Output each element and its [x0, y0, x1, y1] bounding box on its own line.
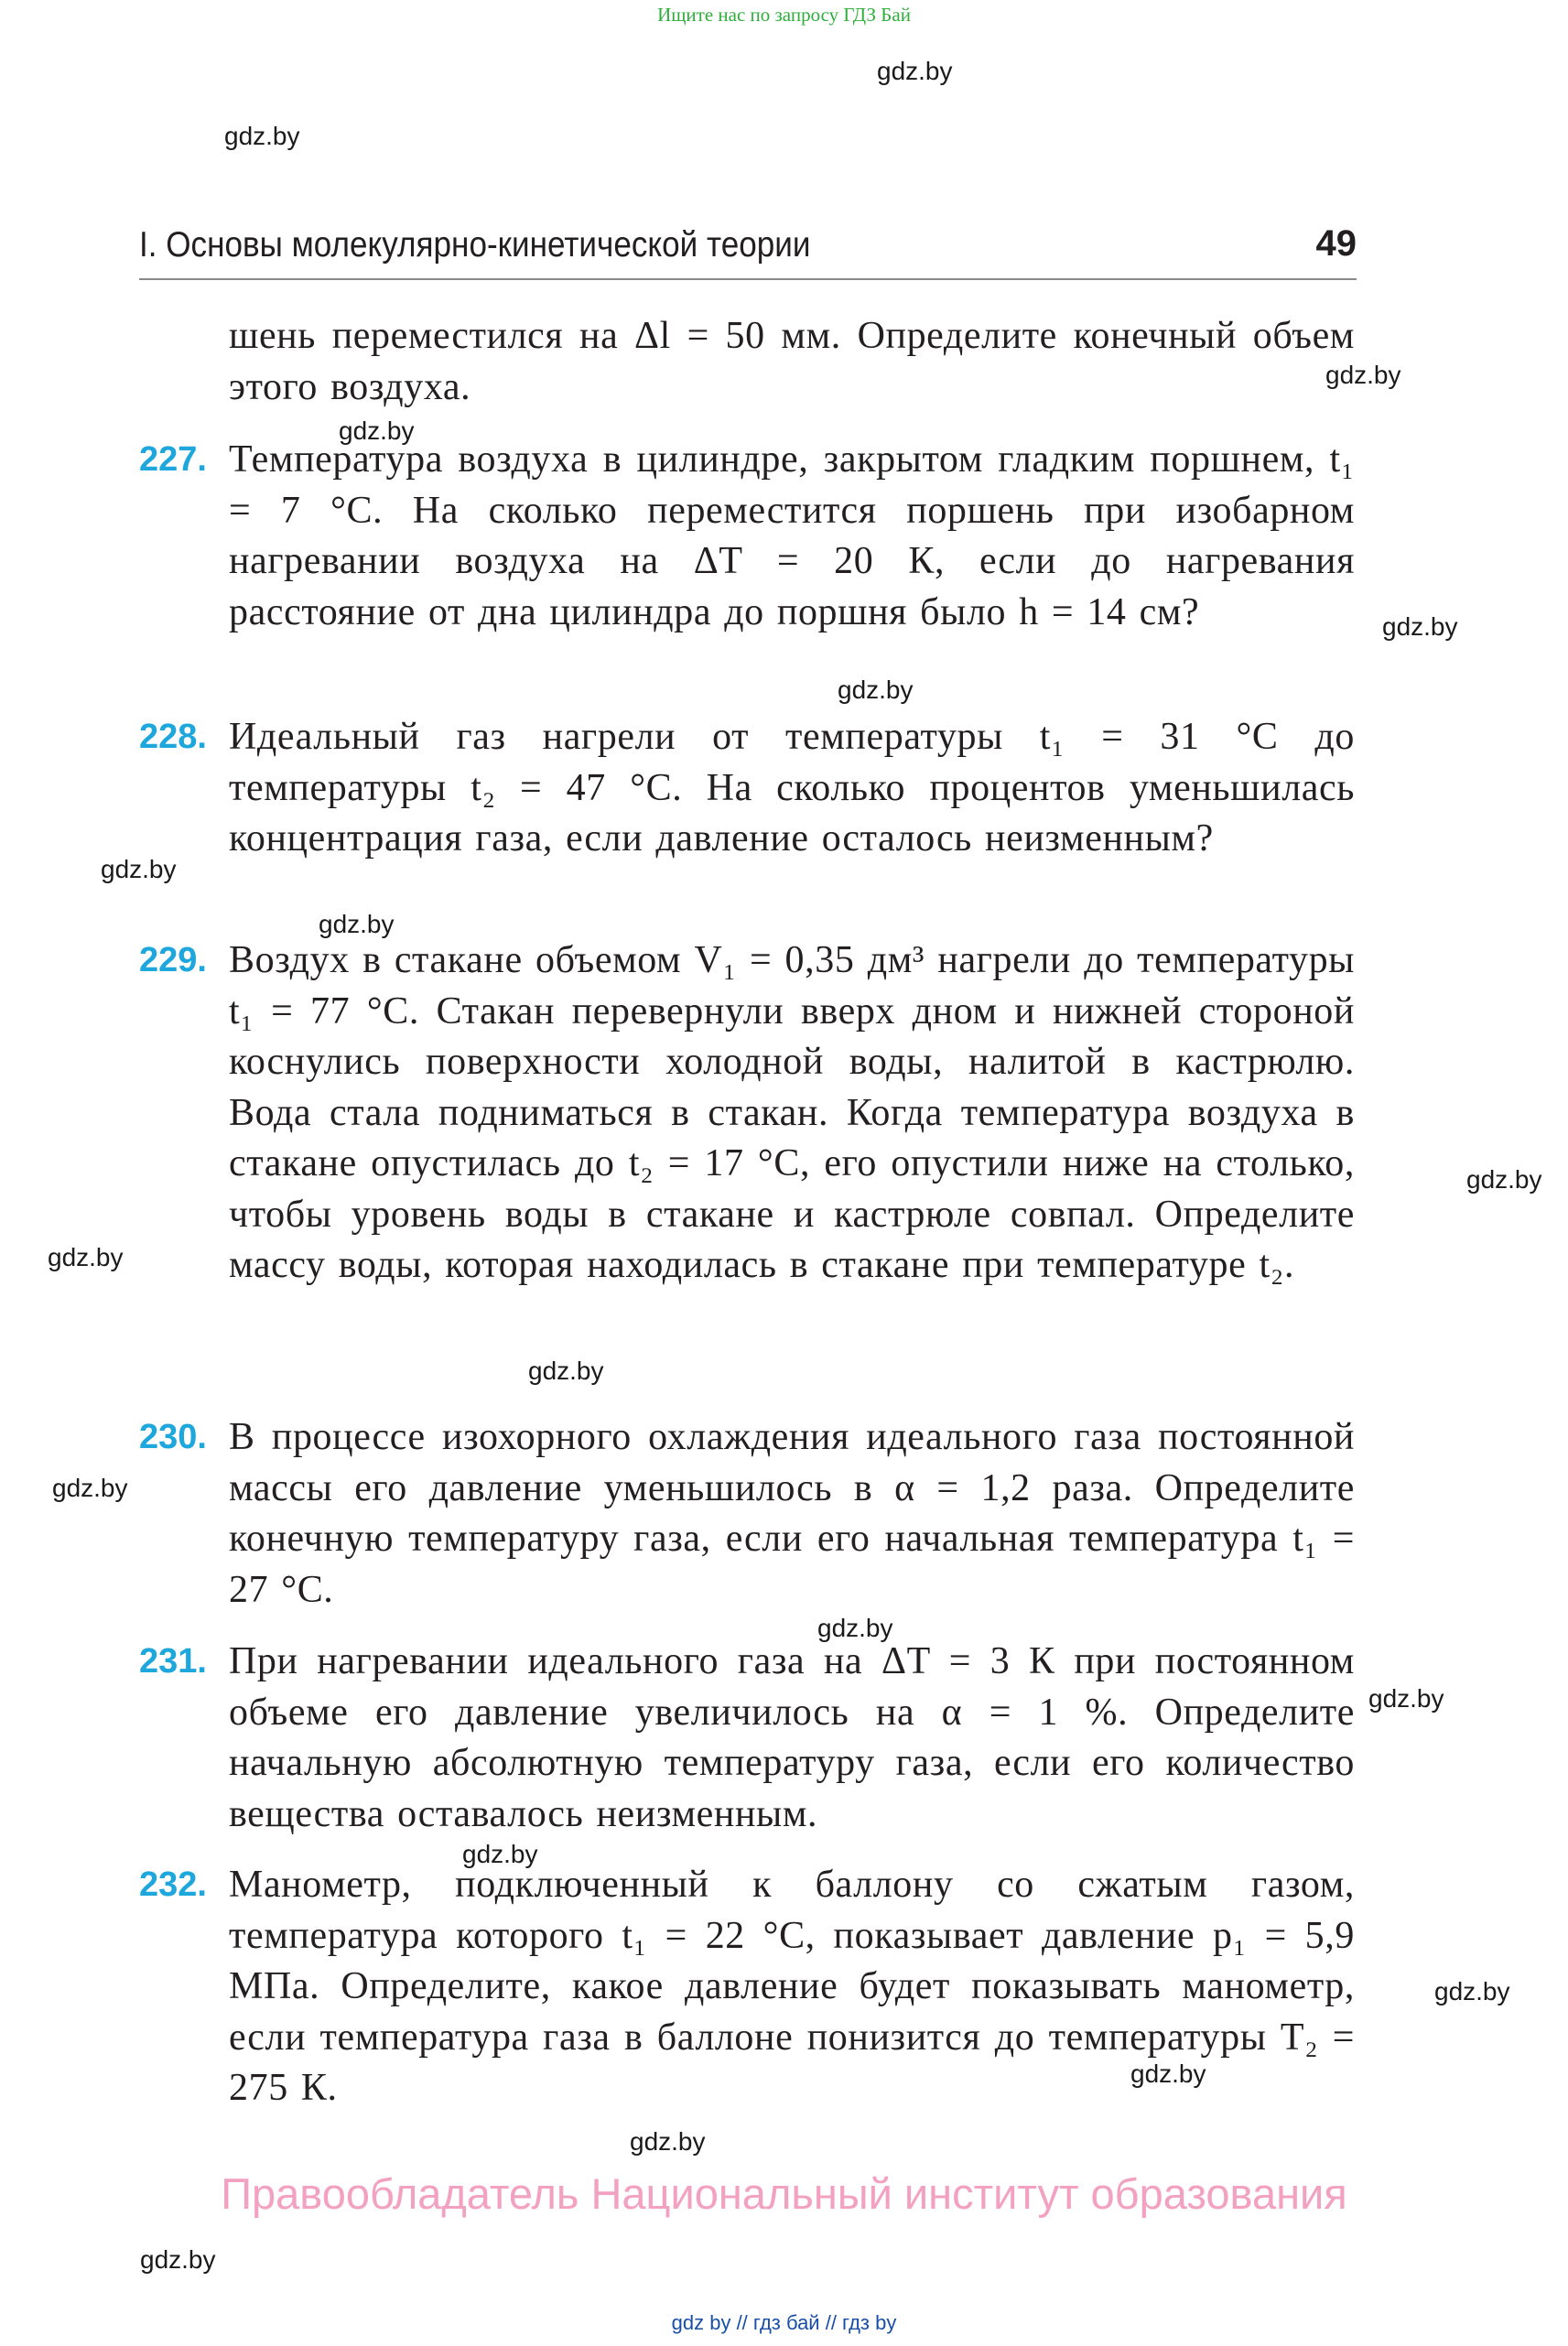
watermark: gdz.by: [224, 122, 300, 150]
problem-number: 232.: [139, 1865, 207, 1904]
watermark: gdz.by: [140, 2245, 216, 2274]
footer-links[interactable]: gdz by // гдз бай // гдз by: [671, 2311, 897, 2334]
rights-holder-note: Правообладатель Национальный институт образования: [221, 2169, 1347, 2218]
watermark: gdz.by: [1368, 1684, 1444, 1713]
continuation-text: шень переместился на Δl = 50 мм. Определите конечный объем этого воздуха.: [229, 315, 1355, 408]
problem-number: 228.: [139, 718, 207, 756]
watermark: gdz.by: [339, 416, 415, 445]
section-title: I. Основы молекулярно-кинетической теории: [139, 225, 811, 265]
watermark: gdz.by: [1325, 361, 1401, 389]
problem-number: 231.: [139, 1642, 207, 1681]
problem-text: Температура воздуха в цилиндре, закрытом гладким поршнем, t₁ = 7 °С. На сколько переместится поршень при изобарном нагревании воздуха на ΔT = 20 К, если до нагревания расстояние от дна цилиндра до поршня было h = 14 см?: [229, 438, 1355, 633]
watermark: gdz.by: [838, 676, 914, 704]
watermark: gdz.by: [1434, 1977, 1510, 2005]
watermark: gdz.by: [319, 910, 395, 938]
top-banner[interactable]: Ищите нас по запросу ГДЗ Бай: [657, 4, 911, 26]
watermark: gdz.by: [528, 1357, 604, 1385]
watermark: gdz.by: [462, 1840, 538, 1868]
problem-number: 229.: [139, 941, 207, 979]
problem-text: Воздух в стакане объемом V₁ = 0,35 дм³ нагрели до температуры t₁ = 77 °С. Стакан перевернули вверх дном и нижней стороной коснулись поверхности холодной воды, налитой в кастрюлю. Вода стала подниматься в стакан. Когда температура воздуха в стакане опустилась до t₂ = 17 °С, его опустили ниже на столько, чтобы уровень воды в стакане и кастрюле совпал. Определите массу воды, которая находилась в стакане при температуре t₂.: [229, 939, 1355, 1286]
page-number: 49: [1315, 223, 1357, 264]
problem-text: Идеальный газ нагрели от температуры t₁ = 31 °С до температуры t₂ = 47 °С. На сколько процентов уменьшилась концентрация газа, если давление осталось неизменным?: [229, 716, 1355, 859]
problem-text: При нагревании идеального газа на ΔT = 3 К при постоянном объеме его давление увеличилось на α = 1 %. Определите начальную абсолютную температуру газа, если его количество вещества оставалось неизменным.: [229, 1640, 1355, 1835]
watermark: gdz.by: [1382, 612, 1458, 641]
watermark: gdz.by: [1466, 1165, 1542, 1194]
problem-text: Манометр, подключенный к баллону со сжатым газом, температура которого t₁ = 22 °С, показывает давление p₁ = 5,9 МПа. Определите, какое давление будет показывать манометр, если температура газа в баллоне понизится до температуры T₂ = 275 К.: [229, 1864, 1355, 2109]
problem-number: 230.: [139, 1418, 207, 1456]
problem-number: 227.: [139, 440, 207, 479]
watermark: gdz.by: [48, 1243, 124, 1271]
watermark: gdz.by: [1130, 2060, 1206, 2088]
watermark: gdz.by: [877, 57, 953, 85]
page-header: [139, 223, 1357, 280]
watermark: gdz.by: [630, 2127, 706, 2156]
problem-text: В процессе изохорного охлаждения идеального газа постоянной массы его давление уменьшилось в α = 1,2 раза. Определите конечную температуру газа, если его начальная температура t₁ = 27 °С.: [229, 1416, 1355, 1611]
watermark: gdz.by: [101, 855, 177, 883]
watermark: gdz.by: [817, 1614, 893, 1642]
watermark: gdz.by: [52, 1474, 128, 1502]
